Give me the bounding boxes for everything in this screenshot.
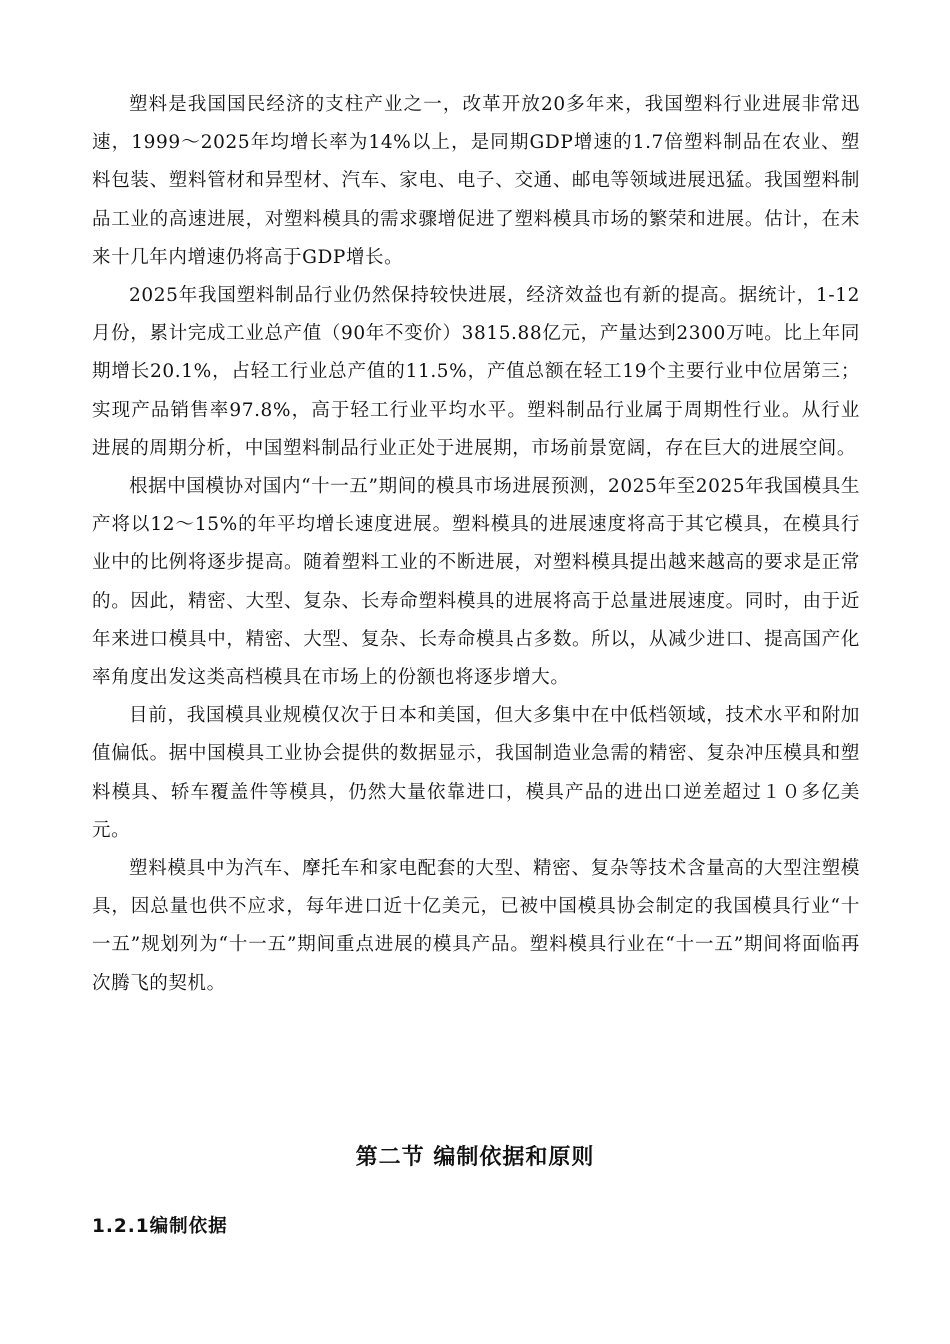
paragraph-mould-market-forecast: 根据中国模协对国内“十一五”期间的模具市场进展预测，2025年至2025年我国模具生产将以12～15%的年平均增长速度进展。塑料模具的进展速度将高于其它模具，在模具行业中的比例将逐步提高。随着塑料工业的不断进展，对塑料模具提出越来越高的要求是正常的。因此，精密、大型、复杂、长寿命塑料模具的进展将高于总量进展速度。同时，由于近年来进口模具中，精密、大型、复杂、长寿命模具占多数。所以，从减少进口、提高国产化率角度出发这类高档模具在市场上的份额也将逐步增大。	[92, 476, 860, 689]
paragraph-2025-plastics-statistics: 2025年我国塑料制品行业仍然保持较快进展，经济效益也有新的提高。据统计，1-12月份，累计完成工业总产值（90年不变价）3815.88亿元，产量达到2300万吨。比上年同期增长20.1%，占轻工行业总产值的11.5%，产值总额在轻工19个主要行业中位居第三；实现产品销售率97.8%，高于轻工行业平均水平。塑料制品行业属于周期性行业。从行业进展的周期分析，中国塑料制品行业正处于进展期，市场前景宽阔，存在巨大的进展空间。	[92, 285, 860, 459]
body-text	[92, 86, 860, 1003]
paragraph-large-injection-moulds: 塑料模具中为汽车、摩托车和家电配套的大型、精密、复杂等技术含量高的大型注塑模具，因总量也供不应求，每年进口近十亿美元，已被中国模具协会制定的我国模具行业“十一五”规划列为“十一五”期间重点进展的模具产品。塑料模具行业在“十一五”期间将面临再次腾飞的契机。	[92, 858, 860, 994]
paragraph-plastics-industry-overview: 塑料是我国国民经济的支柱产业之一，改革开放20多年来，我国塑料行业进展非常迅速，1999～2025年均增长率为14%以上，是同期GDP增速的1.7倍塑料制品在农业、塑料包装、塑料管材和异型材、汽车、家电、电子、交通、邮电等领域进展迅猛。我国塑料制品工业的高速进展，对塑料模具的需求骤增促进了塑料模具市场的繁荣和进展。估计，在未来十几年内增速仍将高于GDP增长。	[92, 94, 860, 268]
section-title: 第二节 编制依据和原则	[355, 1145, 595, 1170]
paragraph-mould-industry-status: 目前，我国模具业规模仅次于日本和美国，但大多集中在中低档领域，技术水平和附加值偏低。据中国模具工业协会提供的数据显示，我国制造业急需的精密、复杂冲压模具和塑料模具、轿车覆盖件等模具，仍然大量依靠进口，模具产品的进出口逆差超过１０多亿美元。	[92, 705, 860, 841]
subsection-title: 1.2.1编制依据	[92, 1216, 228, 1237]
